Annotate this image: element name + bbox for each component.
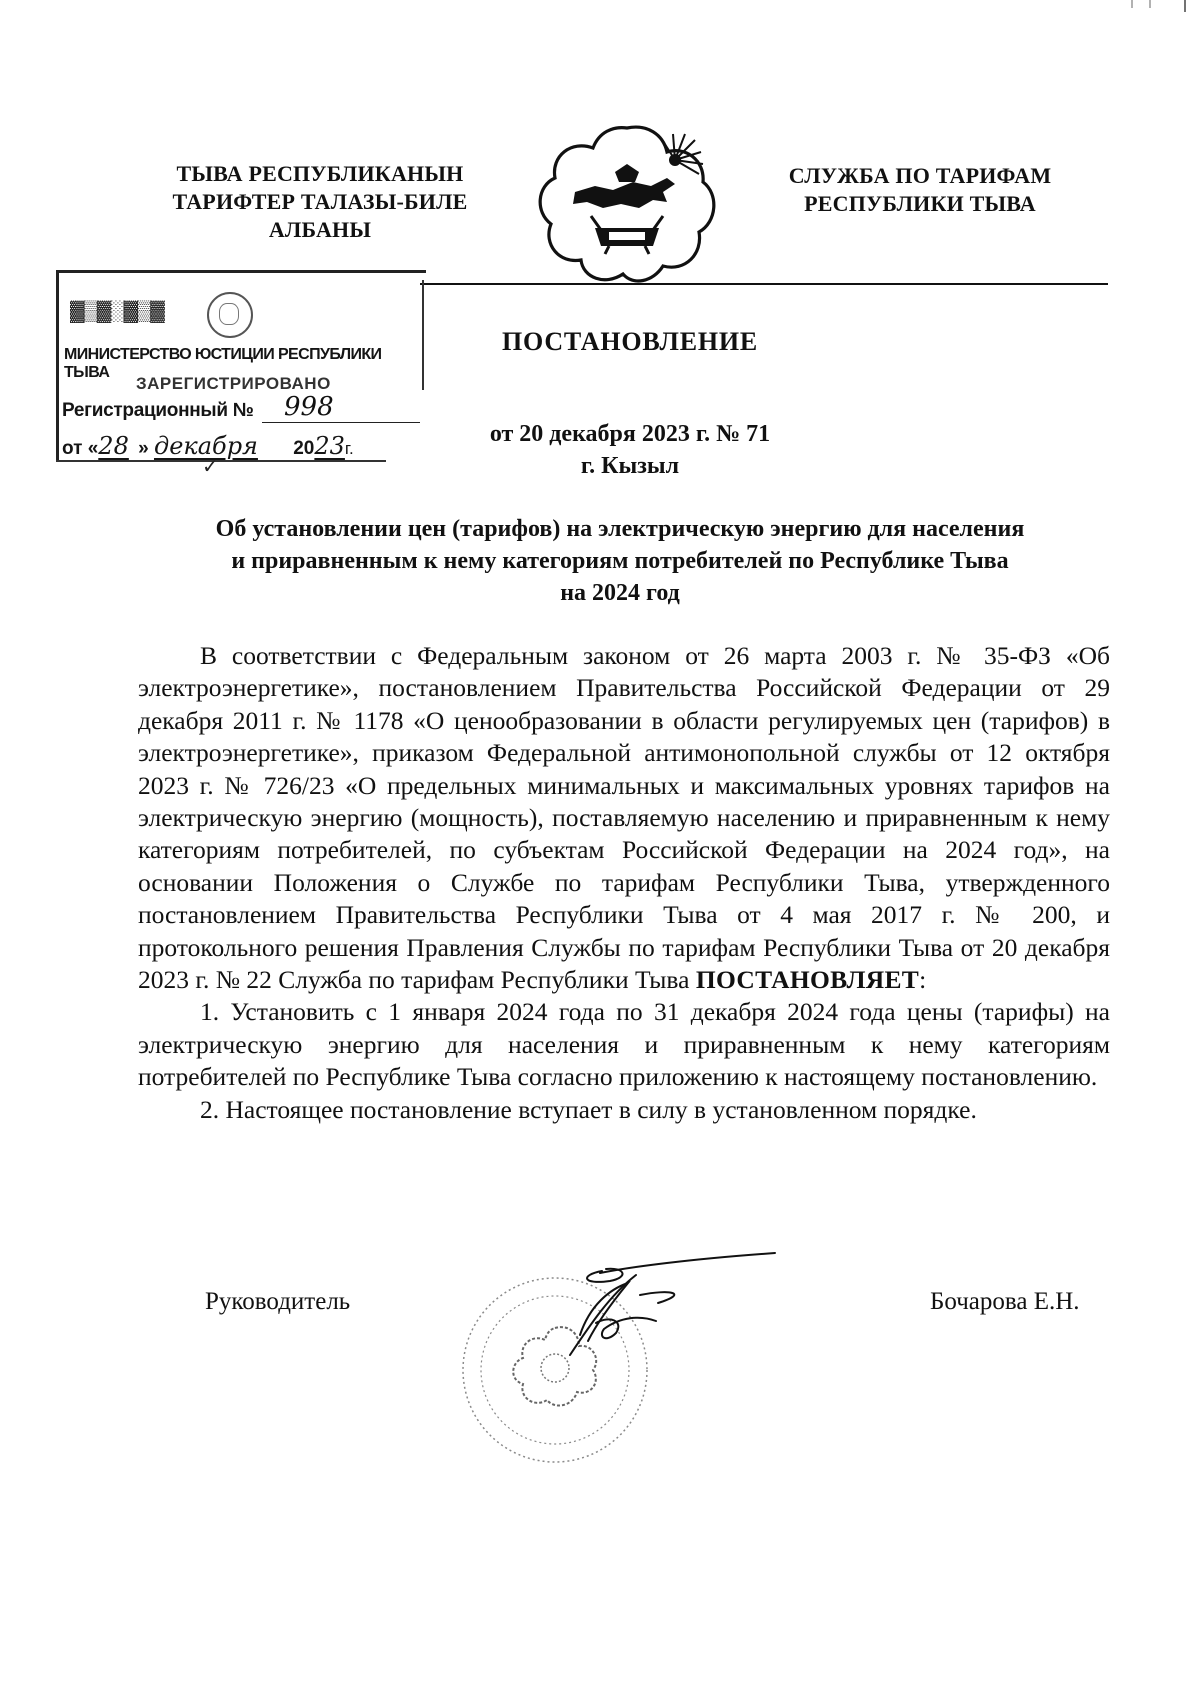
- heading-line: Об установлении цен (тарифов) на электрическую энергию для населения: [215, 516, 1025, 542]
- stamp-emblem-icon: [207, 292, 253, 338]
- stamp-date-mid: »: [138, 438, 149, 459]
- stamp-date-prefix: от «: [62, 438, 99, 459]
- stamp-date-year-end: г.: [344, 439, 354, 458]
- stamp-checkmark-icon: ✓: [202, 456, 219, 478]
- document-type: ПОСТАНОВЛЕНИЕ: [501, 327, 759, 356]
- document-heading: [140, 513, 1100, 609]
- registration-stamp: [52, 270, 422, 478]
- handwritten-signature: [540, 1245, 790, 1365]
- stamp-date-day: 28: [98, 432, 129, 460]
- preamble-paragraph: [138, 640, 1110, 996]
- signatory-name: Бочарова Е.Н.: [930, 1288, 1080, 1315]
- resolves-colon: :: [919, 965, 927, 995]
- header-left-line: АЛБАНЫ: [268, 217, 372, 242]
- item-1-paragraph: 1. Установить с 1 января 2024 года по 31 декабря 2024 года цены (тарифы) на электрическую энергию для населения и приравненным к нему категориям потребителей по Республике Тыва согласно приложению к настоящему постановлению.: [138, 997, 1110, 1092]
- stamp-ministry: МИНИСТЕРСТВО ЮСТИЦИИ РЕСПУБЛИКИ ТЫВА: [64, 346, 382, 381]
- header-russian-title: [770, 162, 1070, 218]
- stamp-registration-number: 998: [284, 392, 334, 422]
- preamble-text: В соответствии с Федеральным законом от 26 марта 2003 г. № 35-ФЗ «Об электроэнергетике», постановлением Правительства Российской Федерации от 29 декабря 2011 г. № 1178 «О ценообразовании в области регулируемых цен (тарифов) в электроэнергетике», приказом Федеральной антимонопольной службы от 12 октября 2023 г. № 726/23 «О предельных минимальных и максимальных уровнях тарифов на электрическую энергию (мощность), поставляемую населению и приравненным к нему категориям потребителей, по субъектам Российской Федерации на 2024 год», на основании Положения о Службе по тарифам Республики Тыва, утвержденного постановлением Правительства Республики Тыва от 4 мая 2017 г. № 200, и протокольного решения Правления Службы по тарифам Республики Тыва от 20 декабря 2023 г. № 22 Служба по тарифам Республики Тыва: [138, 641, 1110, 995]
- stamp-smudge: ▓▒▓░▓▒▓: [70, 300, 164, 322]
- header-left-line: ТЫВА РЕСПУБЛИКАНЫН: [176, 161, 464, 186]
- document-date-block: [420, 418, 840, 482]
- header-right-line: СЛУЖБА ПО ТАРИФАМ: [788, 163, 1052, 188]
- stamp-frame-bottom: [56, 460, 386, 462]
- stamp-registration-label: Регистрационный №: [62, 400, 254, 421]
- stamp-date-year-prefix: 20: [293, 438, 315, 459]
- item-2-paragraph: 2. Настоящее постановление вступает в силу в установленном порядке.: [200, 1094, 977, 1124]
- resolves-word: ПОСТАНОВЛЯЕТ: [695, 965, 920, 995]
- stamp-date-month: декабря: [153, 432, 258, 460]
- tuva-emblem-icon: [535, 120, 720, 285]
- stamp-registered: ЗАРЕГИСТРИРОВАНО: [136, 374, 331, 393]
- document-date-number: от 20 декабря 2023 г. № 71: [489, 421, 771, 447]
- stamp-date-year: 23: [314, 432, 345, 460]
- heading-line: и приравненным к нему категориям потребителей по Республике Тыва: [231, 548, 1009, 574]
- header-left-line: ТАРИФТЕР ТАЛАЗЫ-БИЛЕ: [172, 189, 468, 214]
- stamp-registration-underline: [262, 422, 420, 423]
- document-body: [138, 640, 1110, 1126]
- stamp-frame-top: [56, 270, 426, 273]
- header-divider: [420, 283, 1108, 285]
- stamp-frame-left: [56, 270, 59, 462]
- header-right-line: РЕСПУБЛИКИ ТЫВА: [804, 191, 1036, 216]
- header-tuvan-title: [150, 160, 490, 244]
- heading-line: на 2024 год: [560, 580, 680, 606]
- document-city: г. Кызыл: [580, 453, 680, 479]
- scan-corner-marks: [1110, 0, 1190, 14]
- signatory-role: Руководитель: [205, 1288, 351, 1315]
